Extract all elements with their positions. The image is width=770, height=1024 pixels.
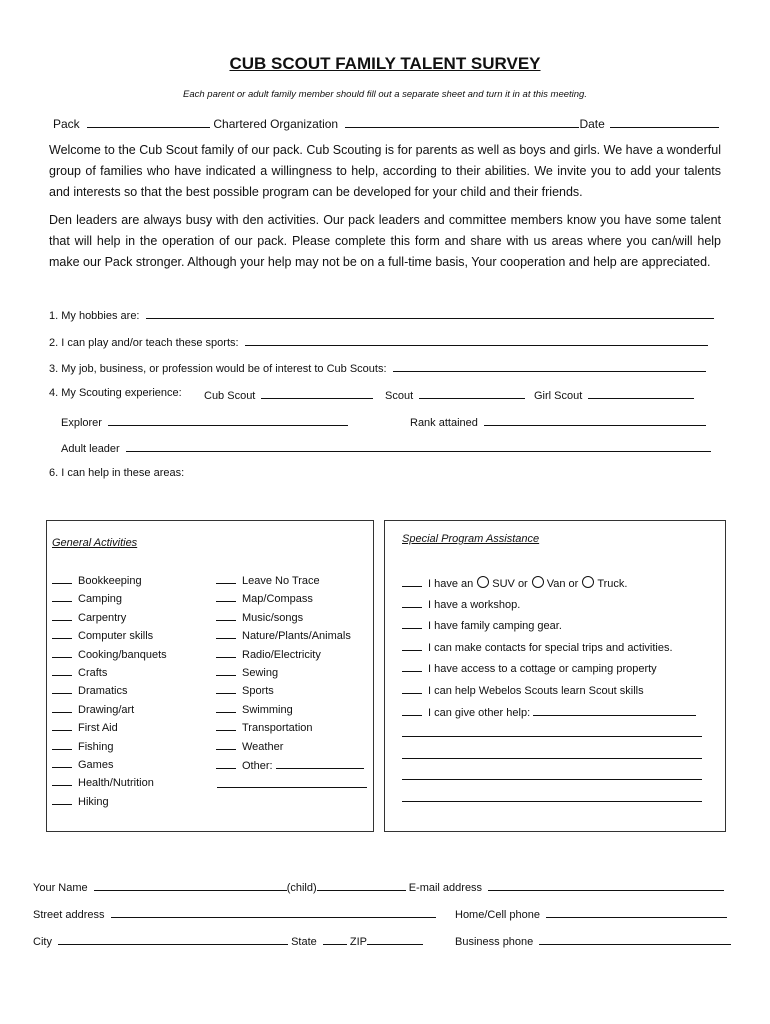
- check-blank[interactable]: [216, 591, 236, 602]
- your-name-field[interactable]: [94, 879, 287, 891]
- checklist-item: [216, 757, 364, 772]
- checklist-item-label: Cooking/banquets: [78, 648, 167, 661]
- question-sports-label: 2. I can play and/or teach these sports:: [49, 337, 239, 349]
- child-field[interactable]: [317, 879, 406, 891]
- scout-label: Scout: [385, 390, 414, 402]
- checklist-item: [402, 683, 644, 697]
- business-phone-label: Business phone: [455, 936, 534, 948]
- checklist-item-label: Nature/Plants/Animals: [242, 630, 351, 643]
- checklist-item: [216, 665, 278, 679]
- checklist-item-label: Crafts: [78, 667, 108, 679]
- checklist-item: [52, 647, 167, 661]
- check-blank[interactable]: [402, 640, 422, 651]
- girl-scout-label: Girl Scout: [534, 390, 583, 402]
- state-field[interactable]: [323, 933, 347, 945]
- checklist-item: [402, 597, 520, 611]
- check-blank[interactable]: [216, 628, 236, 639]
- checklist-item-label: Drawing/art: [78, 703, 135, 716]
- your-name-label: Your Name: [33, 882, 88, 894]
- check-blank[interactable]: [52, 610, 72, 621]
- check-blank[interactable]: [402, 661, 422, 672]
- check-blank[interactable]: [52, 683, 72, 694]
- checklist-item: [216, 647, 321, 661]
- question-sports: [49, 334, 708, 349]
- check-blank[interactable]: [216, 665, 236, 676]
- date-label: Date: [579, 117, 605, 131]
- date-field[interactable]: [610, 116, 719, 128]
- pack-field[interactable]: [87, 116, 210, 128]
- checklist-item-label: Transportation: [242, 722, 313, 735]
- checklist-item-label: Swimming: [242, 703, 293, 716]
- footer-row-2: [33, 906, 436, 921]
- check-blank[interactable]: [52, 720, 72, 731]
- check-blank[interactable]: [52, 739, 72, 750]
- rank-entry: [410, 414, 706, 429]
- checklist-item: [52, 683, 128, 697]
- checklist-item: [216, 683, 274, 697]
- checklist-item-label: Map/Compass: [242, 593, 313, 606]
- checklist-item-label: Health/Nutrition: [78, 777, 154, 790]
- question-hobbies-label: 1. My hobbies are:: [49, 310, 140, 322]
- page-subtitle: Each parent or adult family member should fill out a separate sheet and turn it in at this meeting.: [183, 89, 587, 100]
- special-program-box: [384, 520, 726, 832]
- footer-row-3: [33, 933, 423, 948]
- check-blank[interactable]: [216, 702, 236, 713]
- other-help-field[interactable]: [533, 704, 696, 716]
- email-field[interactable]: [488, 879, 724, 891]
- checklist-item-label: I have access to a cottage or camping property: [428, 663, 657, 676]
- checklist-item-label: Fishing: [78, 740, 114, 753]
- child-label: (child): [286, 882, 317, 894]
- checklist-item-label: I have family camping gear.: [428, 620, 562, 633]
- van-label: Van or: [546, 578, 579, 590]
- check-blank[interactable]: [52, 794, 72, 805]
- city-field[interactable]: [58, 933, 288, 945]
- check-blank[interactable]: [402, 618, 422, 629]
- cub-scout-field[interactable]: [261, 387, 373, 399]
- checklist-item: [52, 702, 134, 716]
- question-scouting-label: 4. My Scouting experience:: [49, 387, 182, 399]
- checklist-item-label: Computer skills: [78, 630, 154, 643]
- general-activities-box: [46, 520, 374, 832]
- checklist-item: [216, 739, 283, 753]
- checklist-item-label: Sports: [242, 685, 274, 698]
- checklist-item: [216, 591, 313, 605]
- check-blank[interactable]: [52, 702, 72, 713]
- chartered-field[interactable]: [345, 116, 579, 128]
- checklist-item: [402, 640, 673, 654]
- check-blank[interactable]: [52, 647, 72, 658]
- check-blank[interactable]: [52, 775, 72, 786]
- question-job-label: 3. My job, business, or profession would be of interest to Cub Scouts:: [49, 363, 387, 375]
- check-blank[interactable]: [216, 610, 236, 621]
- checklist-item-label: Music/songs: [242, 611, 304, 624]
- checklist-item: [216, 573, 320, 587]
- intro-paragraph-2: Den leaders are always busy with den activities. Our pack leaders and committee members know you have some talent that will help in the operation of our pack. Please complete this form and share with us areas where you can/will help make our Pack stronger. Although your help may not be on a full-time basis, Your cooperation and help are appreciated.: [49, 213, 721, 269]
- zip-label: ZIP: [349, 936, 368, 948]
- checklist-item: [52, 775, 154, 789]
- checklist-item: [402, 618, 562, 632]
- sports-field[interactable]: [245, 334, 708, 346]
- checklist-item-label: Bookkeeping: [78, 575, 142, 587]
- home-phone-field[interactable]: [546, 906, 727, 918]
- van-radio[interactable]: [532, 576, 544, 588]
- suv-radio[interactable]: [477, 576, 489, 588]
- business-phone-entry: [455, 933, 731, 948]
- vehicle-check-blank[interactable]: [402, 576, 422, 587]
- other-extra-line[interactable]: [217, 787, 367, 788]
- checklist-item: [52, 794, 109, 808]
- other-activity-field[interactable]: [276, 757, 364, 769]
- adult-leader-entry: [61, 440, 711, 455]
- vehicle-row: [402, 576, 627, 590]
- other-help-line-1[interactable]: [402, 736, 702, 737]
- other-help-line-4[interactable]: [402, 801, 702, 802]
- check-blank[interactable]: [52, 628, 72, 639]
- question-hobbies: [49, 307, 714, 322]
- checklist-item-label: First Aid: [78, 722, 118, 735]
- rank-field[interactable]: [484, 414, 706, 426]
- job-field[interactable]: [393, 360, 706, 372]
- vehicle-label: I have an: [428, 578, 474, 590]
- state-label: State: [291, 936, 317, 948]
- checklist-item: [52, 757, 113, 771]
- checklist-item: [52, 720, 118, 734]
- header-row: [53, 116, 719, 131]
- street-field[interactable]: [111, 906, 436, 918]
- hobbies-field[interactable]: [146, 307, 714, 319]
- question-job: [49, 360, 706, 375]
- intro-paragraph-1: Welcome to the Cub Scout family of our pack. Cub Scouting is for parents as well as boys and girls. We have a wonderful group of families who have indicated a willingness to help, according to their abilities. We invite you to add your talents and interests so that the best possible program can be developed for your child and their friends.: [49, 143, 721, 199]
- business-phone-field[interactable]: [539, 933, 731, 945]
- check-blank[interactable]: [52, 591, 72, 602]
- suv-label: SUV or: [492, 578, 528, 590]
- checklist-item-label: Carpentry: [78, 611, 127, 624]
- cub-scout-entry: [204, 387, 373, 402]
- girl-scout-field[interactable]: [588, 387, 694, 399]
- check-blank[interactable]: [52, 665, 72, 676]
- home-phone-entry: [455, 906, 727, 921]
- checklist-item-label: Weather: [242, 740, 284, 753]
- check-blank[interactable]: [52, 757, 72, 768]
- home-phone-label: Home/Cell phone: [455, 909, 540, 921]
- checklist-item: [52, 610, 126, 624]
- check-blank[interactable]: [402, 683, 422, 694]
- checklist-item-label: Other:: [242, 760, 273, 772]
- checklist-item-label: Dramatics: [78, 685, 128, 698]
- city-label: City: [33, 936, 52, 948]
- adult-leader-label: Adult leader: [61, 443, 120, 455]
- other-help-line-3[interactable]: [402, 779, 702, 780]
- checklist-item: [52, 591, 122, 605]
- cub-scout-label: Cub Scout: [204, 390, 256, 402]
- pack-label: Pack: [53, 117, 80, 131]
- explorer-entry: [61, 414, 348, 429]
- checklist-item-label: I can give other help:: [428, 707, 531, 719]
- truck-radio[interactable]: [582, 576, 594, 588]
- zip-field[interactable]: [367, 933, 423, 945]
- checklist-item: [402, 661, 657, 675]
- check-blank[interactable]: [216, 573, 236, 584]
- rank-label: Rank attained: [410, 417, 478, 429]
- checklist-item: [216, 610, 303, 624]
- checklist-item: [52, 573, 142, 587]
- other-help-line-2[interactable]: [402, 758, 702, 759]
- check-blank[interactable]: [216, 739, 236, 750]
- explorer-label: Explorer: [61, 417, 102, 429]
- truck-label: Truck.: [597, 578, 628, 590]
- question-help-areas: 6. I can help in these areas:: [49, 467, 185, 479]
- check-blank[interactable]: [402, 705, 422, 716]
- page-title: CUB SCOUT FAMILY TALENT SURVEY: [229, 54, 541, 73]
- checklist-item-label: Sewing: [242, 667, 279, 679]
- checklist-item: [52, 739, 113, 753]
- scout-field[interactable]: [419, 387, 525, 399]
- special-program-title: Special Program Assistance: [402, 533, 540, 545]
- check-blank[interactable]: [216, 758, 236, 769]
- adult-leader-field[interactable]: [126, 440, 711, 452]
- street-label: Street address: [33, 909, 105, 921]
- checklist-item-label: Radio/Electricity: [242, 648, 321, 661]
- check-blank[interactable]: [216, 720, 236, 731]
- checklist-item: [216, 628, 351, 642]
- explorer-field[interactable]: [108, 414, 348, 426]
- checklist-item-label: Games: [78, 759, 114, 771]
- checklist-item-label: Hiking: [78, 795, 109, 808]
- email-label: E-mail address: [408, 882, 483, 894]
- checklist-item: [216, 720, 313, 734]
- girl-scout-entry: [534, 387, 694, 402]
- checklist-item-label: I can make contacts for special trips and activities.: [428, 641, 673, 654]
- question-scouting: [49, 387, 182, 399]
- checklist-item-label: I have a workshop.: [428, 599, 521, 611]
- check-blank[interactable]: [52, 573, 72, 584]
- check-blank[interactable]: [402, 597, 422, 608]
- chartered-label: Chartered Organization: [213, 117, 339, 131]
- checklist-item: [52, 628, 153, 642]
- footer-row-1: [33, 879, 724, 894]
- check-blank[interactable]: [216, 647, 236, 658]
- checklist-item: [216, 702, 293, 716]
- scout-entry: [385, 387, 525, 402]
- check-blank[interactable]: [216, 683, 236, 694]
- checklist-item-label: Leave No Trace: [242, 575, 320, 587]
- checklist-item-label: I can help Webelos Scouts learn Scout skills: [428, 684, 644, 697]
- general-activities-title: General Activities: [52, 537, 138, 549]
- checklist-item: [52, 665, 107, 679]
- checklist-item: [402, 704, 696, 719]
- checklist-item-label: Camping: [78, 593, 123, 606]
